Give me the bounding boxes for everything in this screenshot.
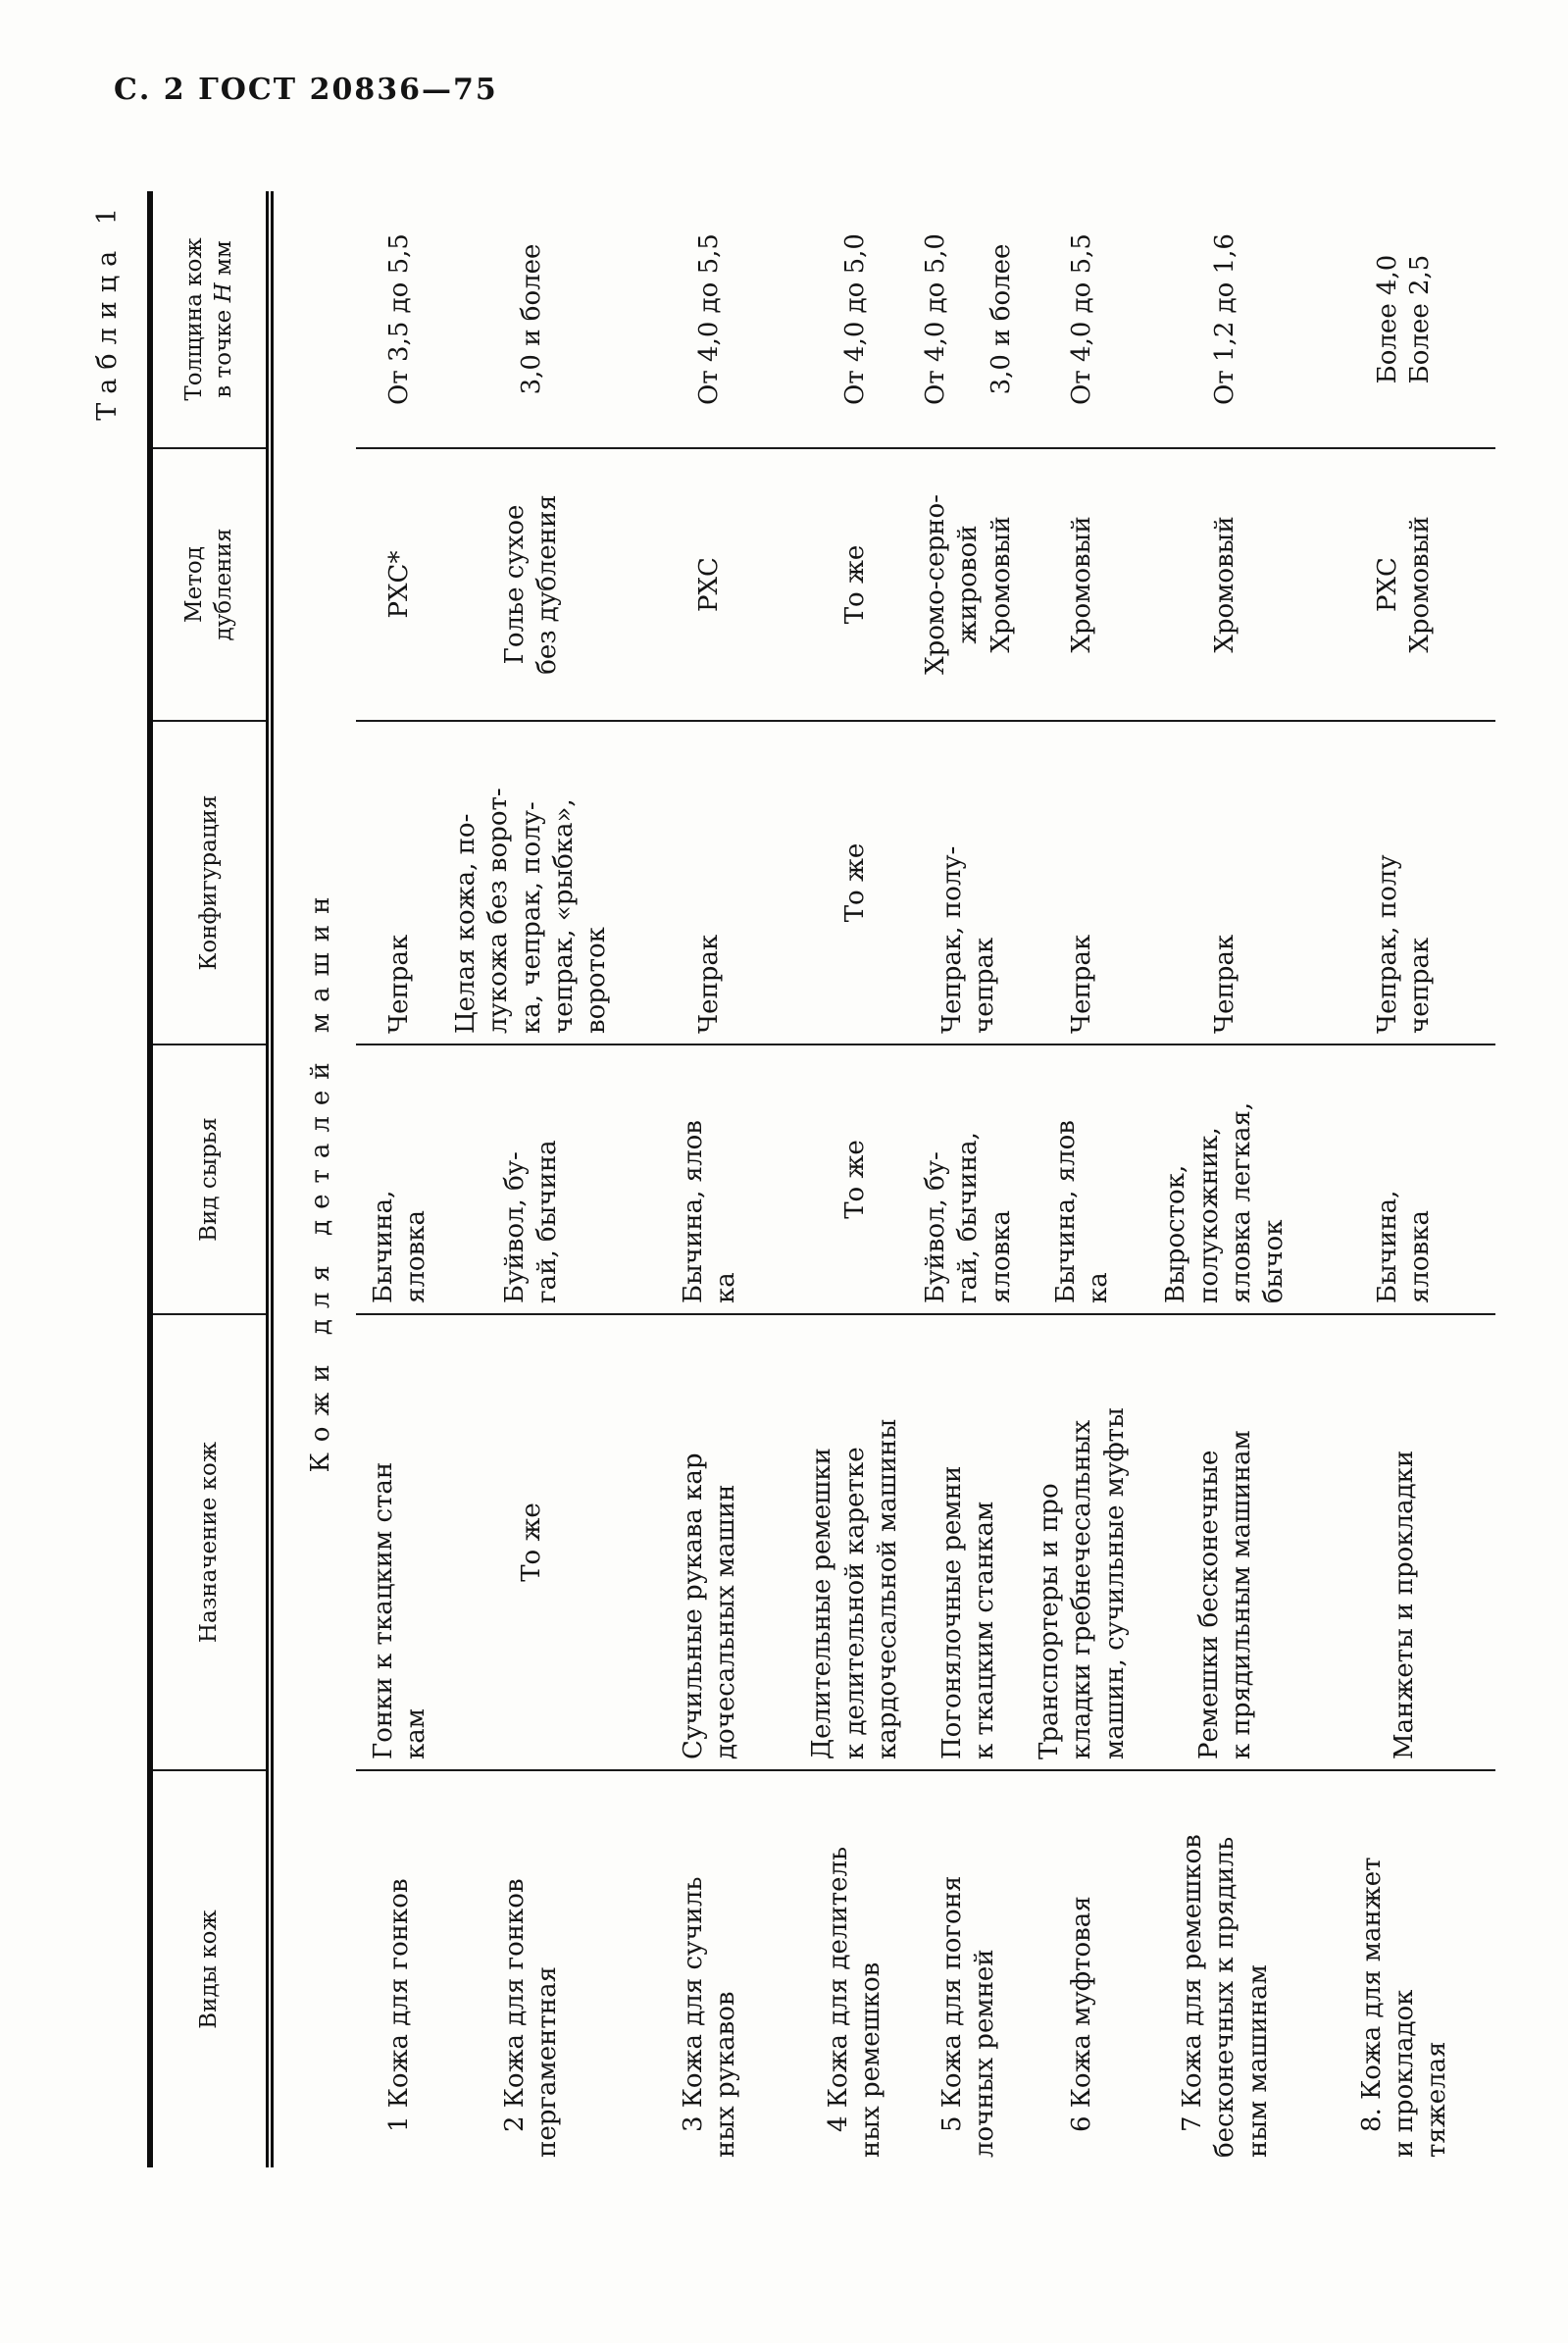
table-row-1 [356, 191, 444, 2167]
col-header-method: Метод дубления [150, 448, 270, 721]
table-row-3 [619, 191, 800, 2167]
table-row-4 [800, 191, 910, 2167]
row-4-purpose-cell: Делительные ремешки к делительной каретке кардочесальной машины [800, 1314, 910, 1770]
row-5-purpose-cell: Погонялочные ремни к ткацким станкам [910, 1314, 1028, 1770]
table-group-header-row [270, 191, 356, 2167]
row-6-raw-cell: Бычина, ялов ка [1028, 1044, 1138, 1314]
row-2-thickness-cell: 3,0 и более [444, 191, 619, 448]
row-4-method-cell: То же [800, 448, 910, 721]
row-6-thickness-cell: От 4,0 до 5,5 [1028, 191, 1138, 448]
thickness-header-line2-pre: в точке [210, 309, 236, 398]
row-3-method-cell: РХС [619, 448, 800, 721]
row-8-method-cell: РХС Хромовый [1314, 448, 1495, 721]
row-5-kind-cell: 5 Кожа для погоня лочных ремней [910, 1770, 1028, 2167]
page-header-text: С. 2 ГОСТ 20836—75 [114, 73, 498, 107]
row-2-raw-cell: Буйвол, бу- гай, бычина [444, 1044, 619, 1314]
row-4-raw-cell: То же [800, 1044, 910, 1314]
table-row-2 [444, 191, 619, 2167]
row-3-raw-cell: Бычина, ялов ка [619, 1044, 800, 1314]
row-3-purpose-cell: Сучильные рукава кар дочесальных машин [619, 1314, 800, 1770]
row-8-thickness-cell: Более 4,0 Более 2,5 [1314, 191, 1495, 448]
thickness-header-line1: Толщина кож [180, 237, 207, 401]
col-header-raw: Вид сырья [150, 1044, 270, 1314]
table-row-6 [1028, 191, 1138, 2167]
row-4-kind-cell: 4 Кожа для делитель ных ремешков [800, 1770, 910, 2167]
row-6-kind-cell: 6 Кожа муфтовая [1028, 1770, 1138, 2167]
row-1-purpose-cell: Гонки к ткацким стан кам [356, 1314, 444, 1770]
row-2-purpose-cell: То же [444, 1314, 619, 1770]
col-header-config: Конфигурация [150, 721, 270, 1044]
readable-table-area [92, 191, 1452, 2167]
row-1-method-cell: РХС* [356, 448, 444, 721]
table-header-row [150, 191, 270, 2167]
row-8-raw-cell: Бычина, яловка [1314, 1044, 1495, 1314]
row-5-raw-cell: Буйвол, бу- гай, бычина, яловка [910, 1044, 1028, 1314]
row-8-config-cell: Чепрак, полу чепрак [1314, 721, 1495, 1044]
group-header-cell: Кожи для деталей машин [306, 886, 336, 1473]
row-5-config-cell: Чепрак, полу- чепрак [910, 721, 1028, 1044]
table-caption: Таблица 1 [92, 199, 123, 421]
row-5-method-cell: Хромо-серно- жировой Хромовый [910, 448, 1028, 721]
thickness-header-point-symbol: Н [210, 282, 236, 303]
row-1-kind-cell: 1 Кожа для гонков [356, 1770, 444, 2167]
row-4-thickness-cell: От 4,0 до 5,0 [800, 191, 910, 448]
col-header-kind: Виды кож [150, 1770, 270, 2167]
row-1-thickness-cell: От 3,5 до 5,5 [356, 191, 444, 448]
machine-leathers-table [147, 191, 1495, 2167]
row-3-kind-cell: 3 Кожа для сучиль ных рукавов [619, 1770, 800, 2167]
row-2-config-cell: Целая кожа, по- лукожа без ворот- ка, чепрак, полу- чепрак, «рыбка», вороток [444, 721, 619, 1044]
table-row-8 [1314, 191, 1495, 2167]
row-8-purpose-cell: Манжеты и прокладки [1314, 1314, 1495, 1770]
row-7-purpose-cell: Ремешки бесконечные к прядильным машинам [1138, 1314, 1314, 1770]
col-header-purpose: Назначение кож [150, 1314, 270, 1770]
row-6-purpose-cell: Транспортеры и про кладки гребнечесальных машин, сучильные муфты [1028, 1314, 1138, 1770]
row-1-config-cell: Чепрак [356, 721, 444, 1044]
row-2-method-cell: Голье сухое без дубления [444, 448, 619, 721]
row-7-kind-cell: 7 Кожа для ремешков бесконечных к прядиль ным машинам [1138, 1770, 1314, 2167]
table-row-5 [910, 191, 1028, 2167]
thickness-header-line2-post: мм [210, 240, 236, 277]
row-2-kind-cell: 2 Кожа для гонков пергаментная [444, 1770, 619, 2167]
row-8-kind-cell: 8. Кожа для манжет и прокладок тяжелая [1314, 1770, 1495, 2167]
table-row-7 [1138, 191, 1314, 2167]
rotated-table-region [92, 191, 1452, 2167]
row-6-method-cell: Хромовый [1028, 448, 1138, 721]
row-3-thickness-cell: От 4,0 до 5,5 [619, 191, 800, 448]
col-header-thickness [150, 191, 270, 448]
row-7-config-cell: Чепрак [1138, 721, 1314, 1044]
row-1-raw-cell: Бычина, яловка [356, 1044, 444, 1314]
row-7-thickness-cell: От 1,2 до 1,6 [1138, 191, 1314, 448]
row-3-config-cell: Чепрак [619, 721, 800, 1044]
row-7-method-cell: Хромовый [1138, 448, 1314, 721]
row-7-raw-cell: Выросток, полукожник, яловка легкая, бычок [1138, 1044, 1314, 1314]
row-5-thickness-cell: От 4,0 до 5,0 3,0 и более [910, 191, 1028, 448]
row-6-config-cell: Чепрак [1028, 721, 1138, 1044]
row-4-config-cell: То же [800, 721, 910, 1044]
